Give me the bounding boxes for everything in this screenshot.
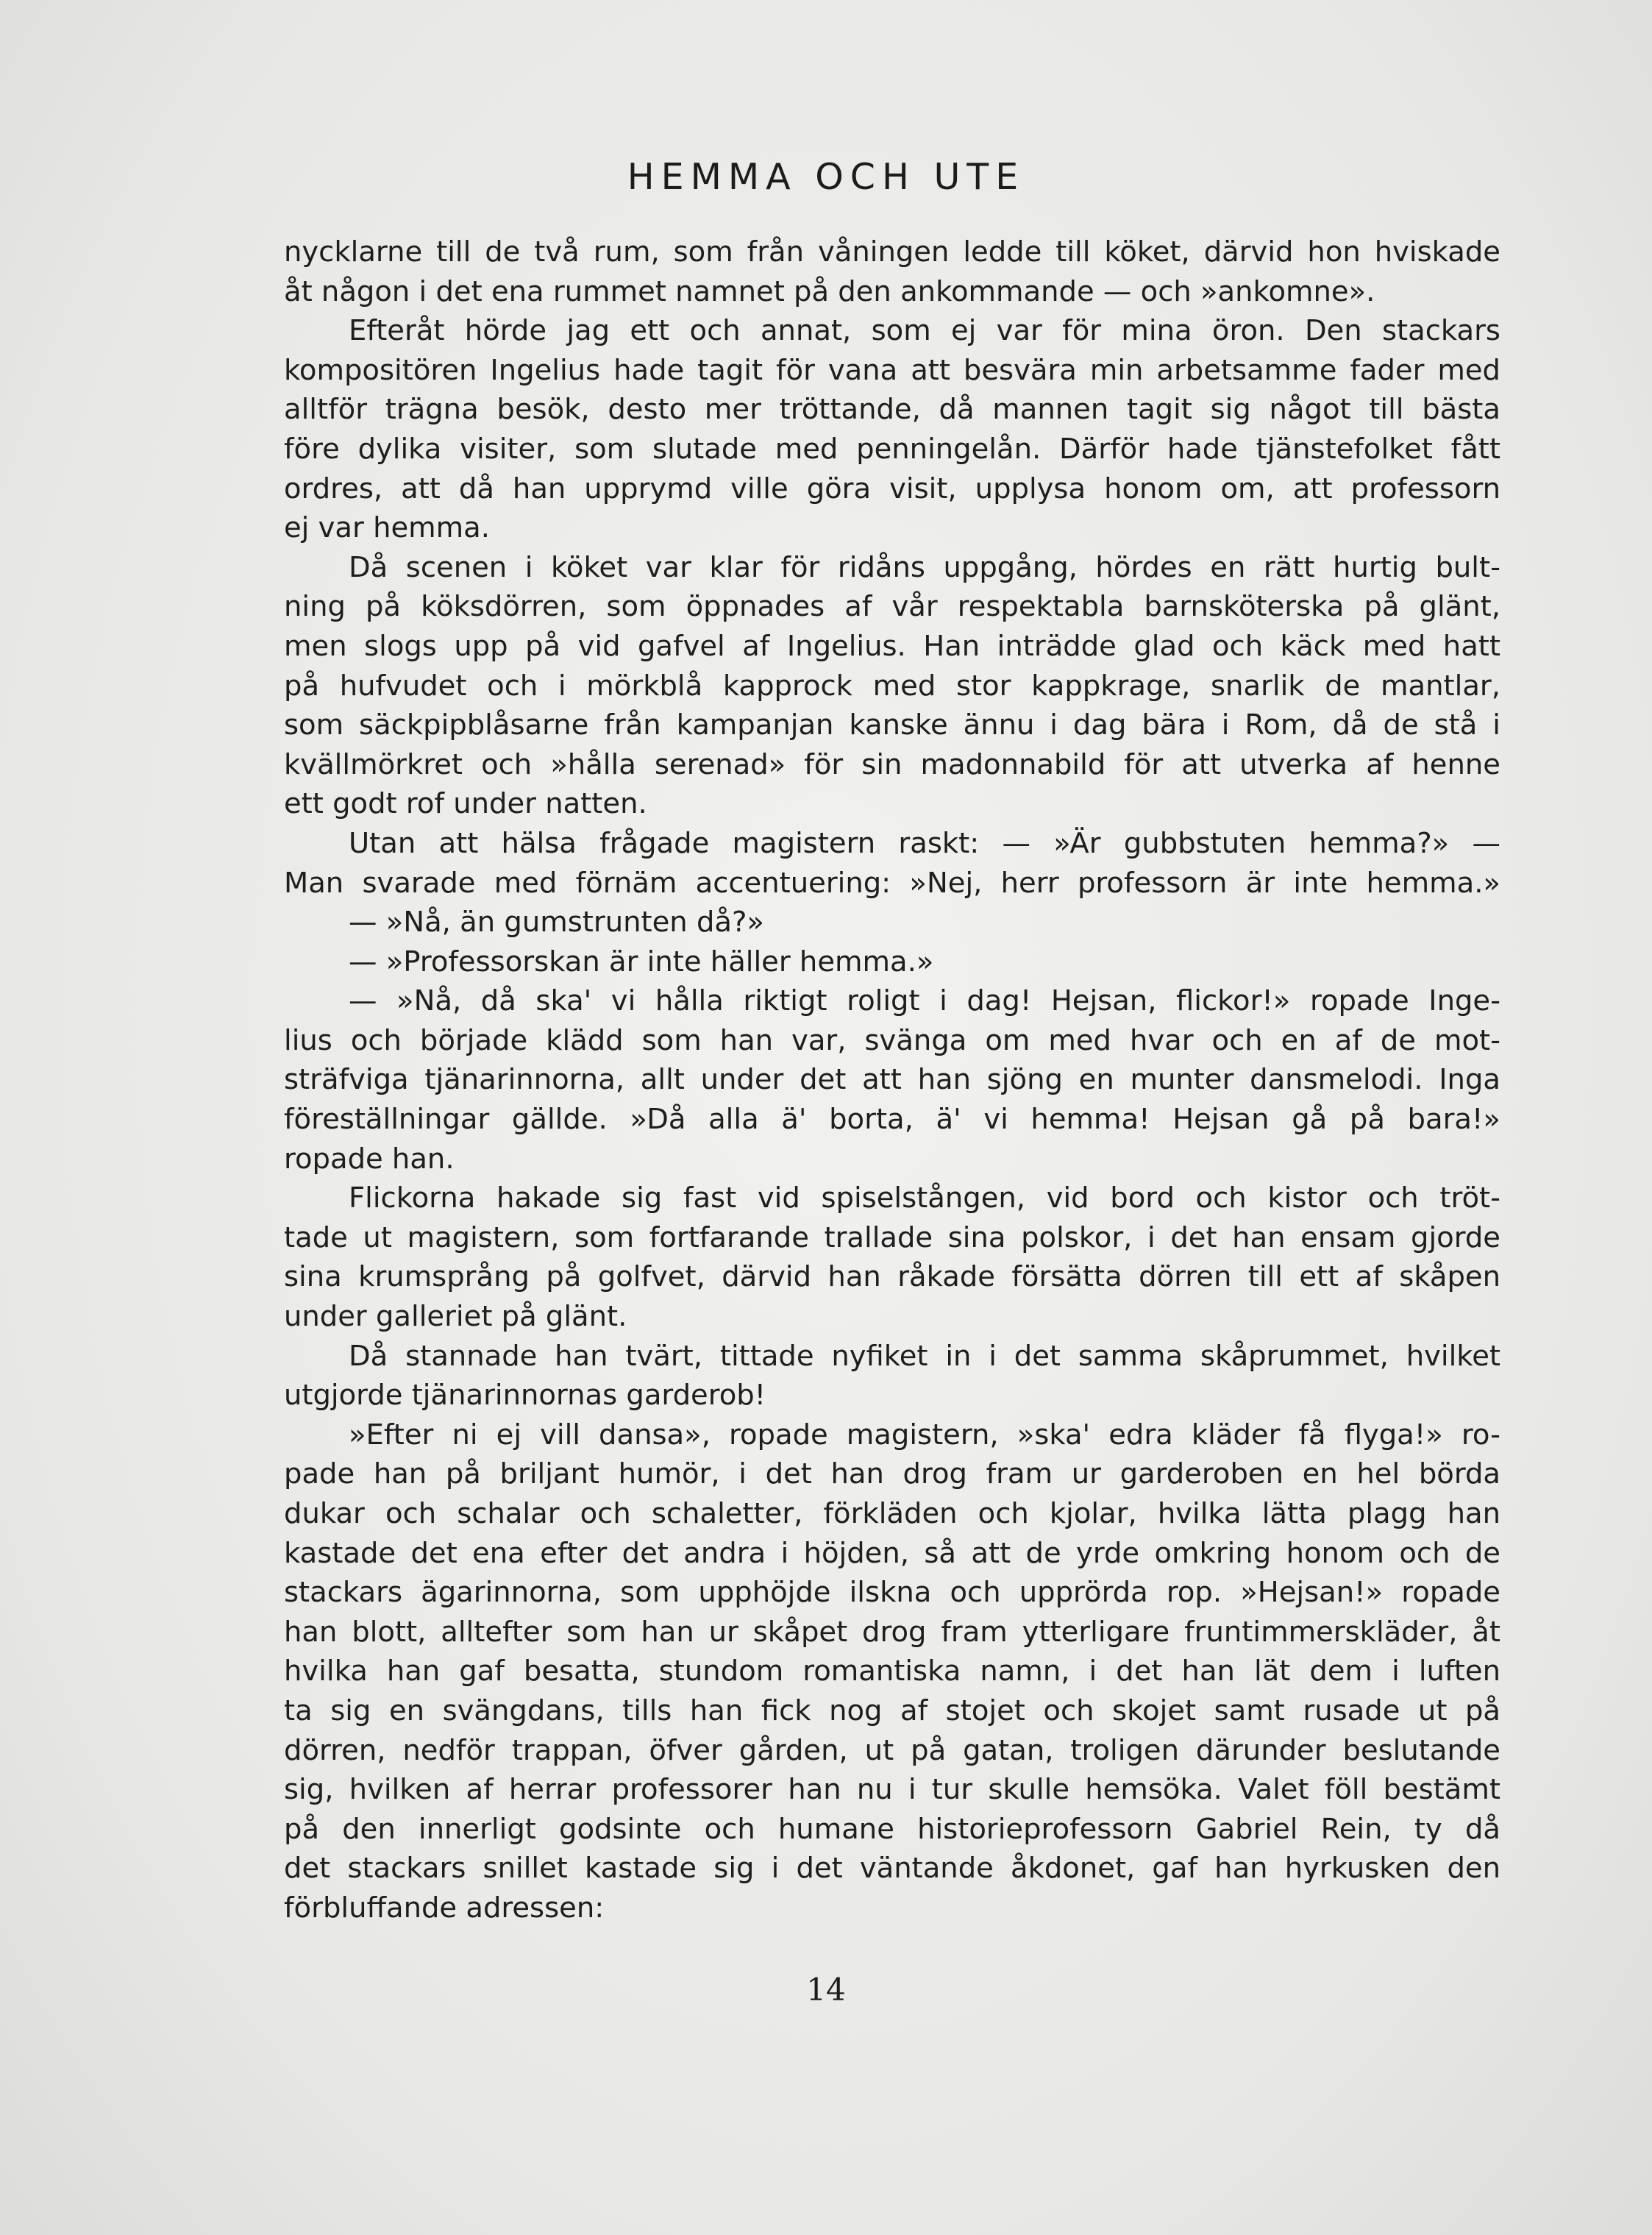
text-line: Utan att hälsa frågade magistern raskt: — »Är gubbstuten hemma?» — <box>349 826 1500 860</box>
text-line: sina krumsprång på golfvet, därvid han råkade försätta dörren till ett af skåpen <box>284 1260 1500 1294</box>
text-line: — »Professorskan är inte häller hemma.» <box>349 945 934 978</box>
text-line: Efteråt hörde jag ett och annat, som ej var för mina öron. Den stackars <box>349 314 1500 348</box>
text-line: som säckpipblåsarne från kampanjan kanske ännu i dag bära i Rom, då de stå i <box>284 708 1500 742</box>
text-line: men slogs upp på vid gafvel af Ingelius. Han inträdde glad och käck med hatt <box>284 629 1500 663</box>
text-line: på hufvudet och i mörkblå kapprock med stor kappkrage, snarlik de mantlar, <box>284 669 1500 703</box>
text-line: tade ut magistern, som fortfarande trallade sina polskor, i det han ensam gjorde <box>284 1220 1500 1254</box>
body-text <box>284 232 1500 1928</box>
text-line: förbluffande adressen: <box>284 1891 605 1925</box>
text-line: nycklarne till de två rum, som från våningen ledde till köket, därvid hon hviskade <box>284 235 1500 269</box>
text-line: ett godt rof under natten. <box>284 787 647 821</box>
text-line: kvällmörkret och »hålla serenad» för sin madonnabild för att utverka af henne <box>284 747 1500 781</box>
text-line: alltför trägna besök, desto mer tröttande, då mannen tagit sig något till bästa <box>284 393 1500 427</box>
text-line: Flickorna hakade sig fast vid spiselstången, vid bord och kistor och tröt- <box>349 1182 1500 1215</box>
text-line: på den innerligt godsinte och humane historieprofessorn Gabriel Rein, ty då <box>284 1812 1500 1846</box>
text-line: under galleriet på glänt. <box>284 1300 627 1334</box>
text-line: lius och började klädd som han var, svänga om med hvar och en af de mot- <box>284 1023 1500 1057</box>
text-line: ropade han. <box>284 1142 455 1176</box>
text-line: åt någon i det ena rummet namnet på den ankommande — och »ankomne». <box>284 274 1375 308</box>
text-line: pade han på briljant humör, i det han drog fram ur garderoben en hel börda <box>284 1457 1500 1491</box>
text-line: före dylika visiter, som slutade med penningelån. Därför hade tjänstefolket fått <box>284 432 1500 466</box>
text-line: ej var hemma. <box>284 511 490 545</box>
text-line: ordres, att då han upprymd ville göra visit, upplysa honom om, att professorn <box>284 472 1500 505</box>
text-line: ta sig en svängdans, tills han fick nog af stojet och skojet samt rusade ut på <box>284 1694 1500 1727</box>
text-line: föreställningar gällde. »Då alla ä' borta, ä' vi hemma! Hejsan gå på bara!» <box>284 1103 1500 1137</box>
text-line: Man svarade med förnäm accentuering: »Nej, herr professorn är inte hemma.» <box>284 866 1500 900</box>
text-line: ning på köksdörren, som öppnades af vår respektabla barnsköterska på glänt, <box>284 590 1500 624</box>
text-line: »Efter ni ej vill dansa», ropade magistern, »ska' edra kläder få flyga!» ro- <box>349 1418 1500 1451</box>
text-line: Då stannade han tvärt, tittade nyfiket in i det samma skåprummet, hvilket <box>349 1339 1500 1373</box>
text-line: han blott, alltefter som han ur skåpet drog fram ytterligare fruntimmerskläder, åt <box>284 1615 1500 1649</box>
text-line: det stackars snillet kastade sig i det väntande åkdonet, gaf han hyrkusken den <box>284 1852 1500 1886</box>
text-line: sträfviga tjänarinnorna, allt under det att han sjöng en munter dansmelodi. Inga <box>284 1063 1500 1097</box>
text-line: kastade det ena efter det andra i höjden, så att de yrde omkring honom och de <box>284 1536 1500 1570</box>
text-line: hvilka han gaf besatta, stundom romantiska namn, i det han lät dem i luften <box>284 1655 1500 1688</box>
page-number: 14 <box>806 1972 846 2008</box>
text-line: stackars ägarinnorna, som upphöjde ilskna och upprörda rop. »Hejsan!» ropade <box>284 1576 1500 1610</box>
text-line: kompositören Ingelius hade tagit för vana att besvära min arbetsamme fader med <box>284 353 1500 387</box>
text-line: sig, hvilken af herrar professorer han nu i tur skulle hemsöka. Valet föll bestämt <box>284 1773 1500 1807</box>
text-line: utgjorde tjänarinnornas garderob! <box>284 1379 766 1413</box>
running-head: HEMMA OCH UTE <box>627 156 1025 198</box>
text-line: Då scenen i köket var klar för ridåns uppgång, hördes en rätt hurtig bult- <box>349 550 1500 584</box>
text-line: — »Nå, då ska' vi hålla riktigt roligt i dag! Hejsan, flickor!» ropade Inge- <box>349 984 1500 1018</box>
text-line: dukar och schalar och schaletter, förkläden och kjolar, hvilka lätta plagg han <box>284 1497 1500 1530</box>
text-line: dörren, nedför trappan, öfver gården, ut på gatan, troligen därunder beslutande <box>284 1733 1500 1767</box>
text-line: — »Nå, än gumstrunten då?» <box>349 906 764 939</box>
